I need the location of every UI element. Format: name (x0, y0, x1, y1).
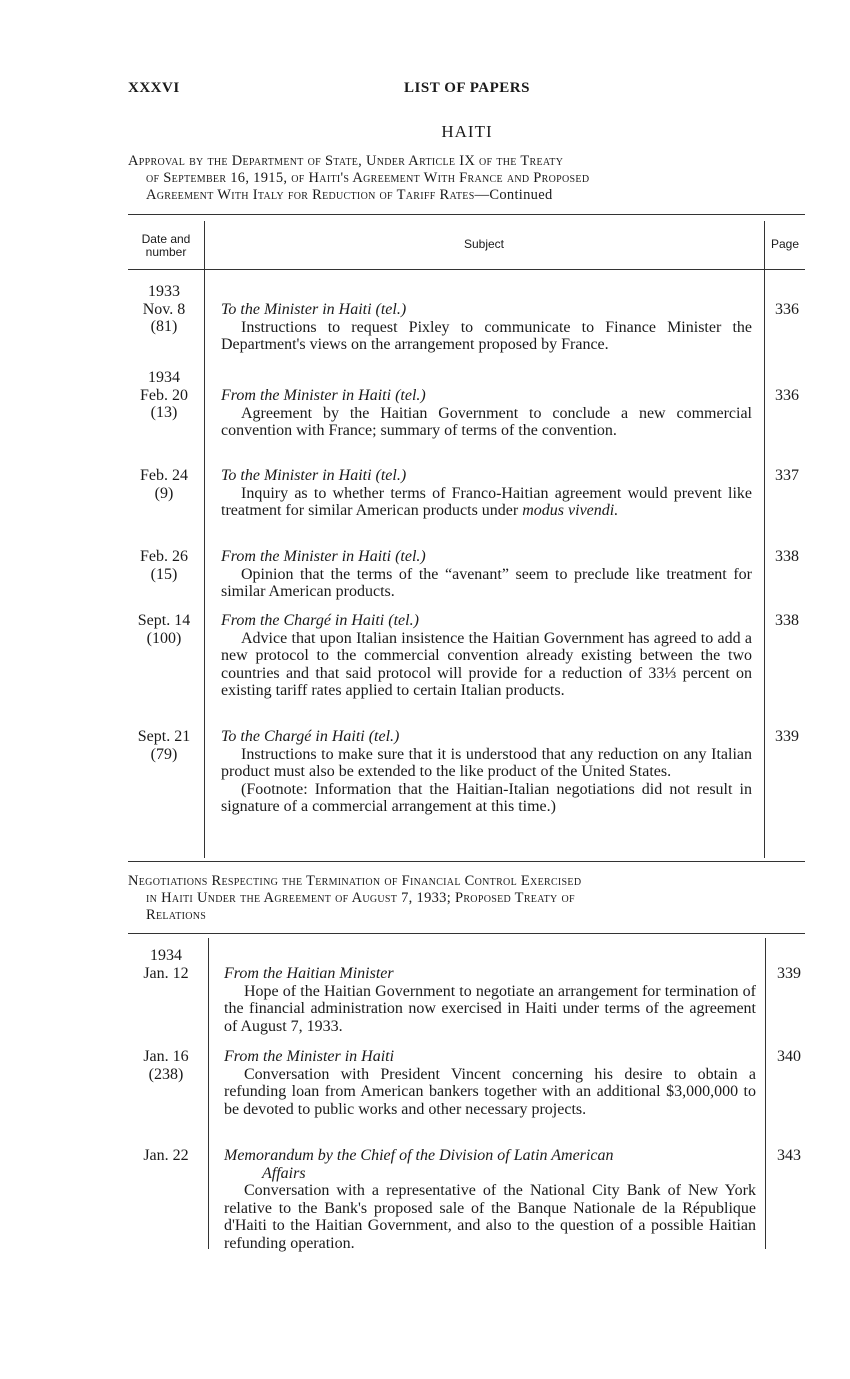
column-header-page: Page (770, 237, 800, 251)
column-divider (764, 221, 765, 858)
table-header-rule (128, 269, 805, 270)
section-title: Approval by the Department of State, Under Article IX of the Treaty of September 16, 1915, of Haiti's Agreement With France and Proposed Agreement With Italy for Reduction of Tariff Rates—Continued (128, 153, 590, 203)
table-top-rule (128, 214, 805, 215)
column-header-subject: Subject (463, 237, 505, 251)
country-heading: HAITI (441, 122, 493, 141)
column-header-date: Date and number (141, 232, 191, 259)
column-divider (208, 938, 209, 1249)
table-bottom-rule (128, 861, 805, 862)
table-top-rule (128, 933, 805, 934)
section-title: Negotiations Respecting the Termination of Financial Control Exercised in Haiti Under the Agreement of August 7, 1933; Proposed Treaty of Relations (128, 873, 582, 923)
column-divider (204, 221, 205, 858)
running-header (128, 80, 806, 102)
page-number: XXXVI (128, 80, 180, 96)
running-title: LIST OF PAPERS (404, 80, 530, 96)
column-divider (765, 938, 766, 1249)
